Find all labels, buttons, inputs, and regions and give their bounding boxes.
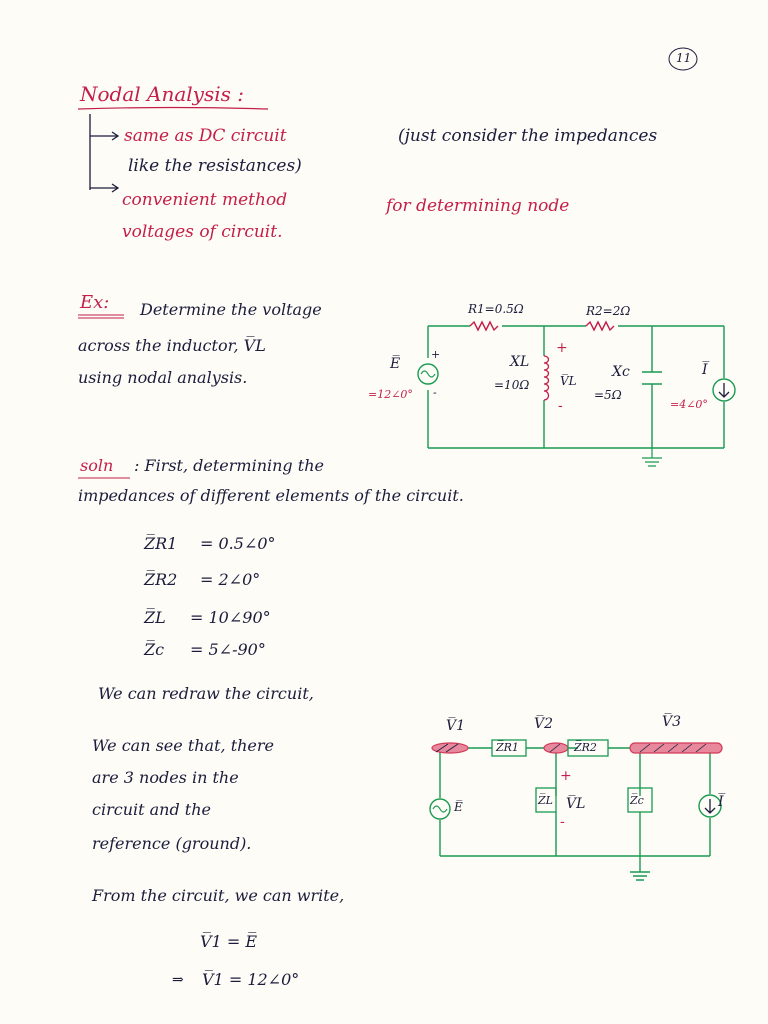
solution-line1: : First, determining the (134, 456, 324, 475)
r1-label: R1=0.5Ω (468, 302, 524, 316)
current-label: I̅ (702, 362, 708, 378)
nodes-text-1: We can see that, there (92, 736, 275, 755)
xl-label: XL (510, 354, 530, 370)
vl2-plus: + (560, 768, 572, 784)
source-label: E̅ (390, 356, 401, 372)
vl-plus: + (556, 340, 568, 356)
bullet-line3b: for determining node (386, 196, 570, 216)
zl-label: Z̅L (538, 794, 553, 807)
source2-label: E̅ (454, 800, 463, 814)
node-v1-label: V̅1 (446, 718, 466, 734)
nodes-text-4: reference (ground). (92, 834, 252, 853)
node-v2-label: V̅2 (534, 716, 554, 732)
impedance-zl-name: Z̅L (144, 608, 166, 627)
xc-label: Xc (612, 364, 630, 380)
xl-value: =10Ω (494, 378, 530, 392)
impedance-zr1-name: Z̅R1 (144, 534, 178, 553)
equation-2: V̅1 = 12∠0° (202, 970, 300, 989)
zc-label: Z̅c (630, 794, 644, 807)
inductor-icon (544, 356, 549, 400)
vl2-label: V̅L (566, 796, 586, 812)
vl2-minus: - (560, 814, 565, 830)
example-line3: using nodal analysis. (78, 368, 248, 387)
vl-minus: - (558, 398, 563, 414)
write-text: From the circuit, we can write, (92, 886, 345, 905)
impedance-zr1-value: = 0.5∠0° (200, 534, 276, 553)
bullet-line1b: (just consider the impedances (398, 126, 658, 146)
bullet-bracket (84, 114, 124, 194)
bullet-line1a: same as DC circuit (124, 126, 287, 146)
zr1-label: Z̅R1 (496, 741, 519, 754)
bullet-line3a: convenient method (122, 190, 288, 210)
impedance-zc-name: Z̅c (144, 640, 165, 659)
node3-marker (630, 743, 722, 753)
impedance-zr2-value: = 2∠0° (200, 570, 261, 589)
ground-icon (642, 448, 662, 466)
page-number: 11 (676, 51, 692, 65)
nodes-text-3: circuit and the (92, 800, 211, 819)
example-line1: Determine the voltage (140, 300, 322, 319)
current-value: =4∠0° (670, 398, 708, 411)
solution-underline (78, 476, 132, 480)
r2-label: R2=2Ω (586, 304, 631, 318)
bullet-line2: like the resistances) (128, 156, 302, 176)
node-v3-label: V̅3 (662, 714, 682, 730)
nodes-text-2: are 3 nodes in the (92, 768, 239, 787)
capacitor-icon (642, 372, 662, 384)
equation-2-prefix: ⇒ (172, 972, 184, 988)
source-value: =12∠0° (368, 388, 413, 401)
zr2-label: Z̅R2 (574, 741, 597, 754)
example-line2: across the inductor, V̅L (78, 336, 266, 355)
example-underline (78, 314, 126, 320)
page-title: Nodal Analysis : (80, 82, 244, 106)
redraw-text: We can redraw the circuit, (98, 684, 314, 703)
equation-1: V̅1 = E̅ (200, 932, 257, 951)
impedance-zl-value: = 10∠90° (190, 608, 271, 627)
impedance-zc-value: = 5∠-90° (190, 640, 266, 659)
title-underline (78, 106, 268, 112)
impedance-zr2-name: Z̅R2 (144, 570, 178, 589)
circuit1-diagram (360, 300, 740, 480)
solution-line2: impedances of different elements of the circuit. (78, 486, 464, 505)
current2-label: I̅ (718, 794, 724, 810)
bullet-line4: voltages of circuit. (122, 222, 283, 242)
source-plus: + (431, 348, 441, 361)
xc-value: =5Ω (594, 388, 622, 402)
node2-marker (544, 743, 568, 753)
source-minus: - (433, 386, 437, 399)
vl-label: V̅L (560, 374, 577, 388)
solution-label: soln (80, 456, 114, 475)
example-label: Ex: (80, 292, 110, 313)
